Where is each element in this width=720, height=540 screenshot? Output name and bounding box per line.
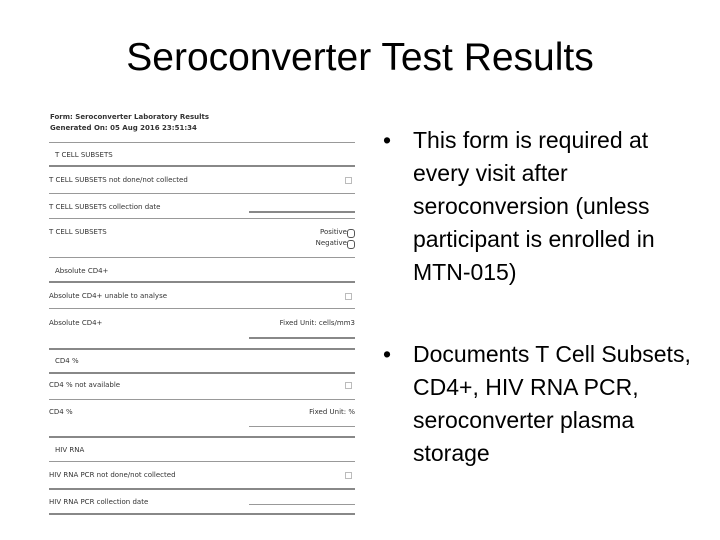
slide-title: Seroconverter Test Results xyxy=(126,36,594,79)
bullet-icon: • xyxy=(383,127,392,153)
negative-label: Negative xyxy=(315,239,347,247)
field-label: T CELL SUBSETS collection date xyxy=(49,203,161,211)
field-label: HIV RNA PCR collection date xyxy=(49,498,149,506)
cd4-pct-field[interactable] xyxy=(249,426,355,427)
section-cd4: Absolute CD4+ xyxy=(55,267,109,275)
bullet-text: This form is required at every visit after seroconversion (unless participant is enrolled in MTN-015) xyxy=(413,127,655,285)
field-label: HIV RNA PCR not done/not collected xyxy=(49,471,176,479)
form-title: Form: Seroconverter Laboratory Results xyxy=(50,113,210,121)
field-label: CD4 % xyxy=(49,408,73,416)
checkbox[interactable] xyxy=(345,293,352,300)
form-generated: Generated On: 05 Aug 2016 23:51:34 xyxy=(50,124,197,132)
unit-label: Fixed Unit: cells/mm3 xyxy=(279,319,355,327)
field-label: CD4 % not available xyxy=(49,381,121,389)
bullet-icon: • xyxy=(383,341,392,367)
negative-radio[interactable] xyxy=(347,240,355,249)
field-label: T CELL SUBSETS xyxy=(49,228,107,236)
checkbox[interactable] xyxy=(345,472,352,479)
bullet-item xyxy=(383,338,703,470)
section-t-cell: T CELL SUBSETS xyxy=(55,151,113,159)
section-hiv-rna: HIV RNA xyxy=(55,446,85,454)
checkbox[interactable] xyxy=(345,382,352,389)
field-label: T CELL SUBSETS not done/not collected xyxy=(49,176,188,184)
positive-radio[interactable] xyxy=(347,229,355,238)
section-cd4-pct: CD4 % xyxy=(55,357,79,365)
date-field[interactable] xyxy=(249,504,355,505)
field-label: Absolute CD4+ xyxy=(49,319,103,327)
bullet-text: Documents T Cell Subsets, CD4+, HIV RNA PCR, seroconverter plasma storage xyxy=(413,341,691,466)
bullet-item xyxy=(383,124,703,289)
checkbox[interactable] xyxy=(345,177,352,184)
form-image xyxy=(49,108,355,518)
unit-label: Fixed Unit: % xyxy=(309,408,355,416)
field-label: Absolute CD4+ unable to analyse xyxy=(49,292,168,300)
bullet-list-1 xyxy=(383,124,703,289)
bullet-list-2 xyxy=(383,338,703,470)
positive-label: Positive xyxy=(320,228,347,236)
date-field[interactable] xyxy=(249,211,355,213)
cd4-field[interactable] xyxy=(249,337,355,339)
